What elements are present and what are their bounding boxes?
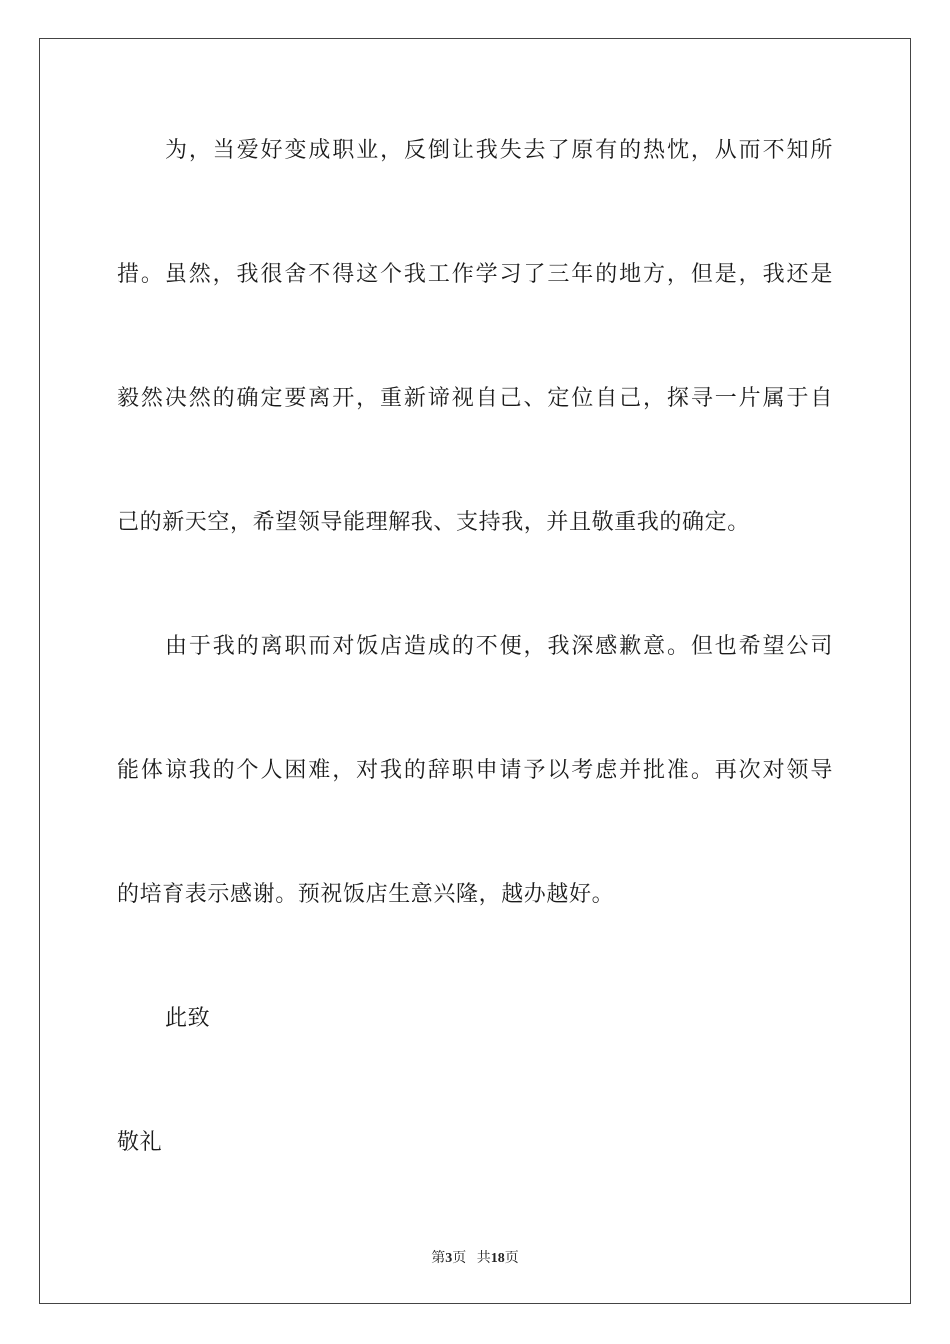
- footer-page-current: 3: [445, 1251, 453, 1266]
- footer-page-total: 18: [490, 1251, 505, 1266]
- body-line-5: 由于我的离职而对饭店造成的不便，我深感歉意。但也希望公司: [165, 634, 833, 659]
- body-line-6: 能体谅我的个人困难，对我的辞职申请予以考虑并批准。再次对领导: [117, 758, 833, 783]
- body-line-2: 措。虽然，我很舍不得这个我工作学习了三年的地方，但是，我还是: [117, 262, 833, 287]
- page-border: [39, 38, 911, 1304]
- body-line-7: 的培育表示感谢。预祝饭店生意兴隆，越办越好。: [117, 882, 615, 907]
- closing-regards: 敬礼: [117, 1130, 163, 1155]
- footer-page-prefix: 第: [431, 1251, 446, 1266]
- body-line-1: 为，当爱好变成职业，反倒让我失去了原有的热忱，从而不知所: [165, 138, 833, 163]
- body-line-3: 毅然决然的确定要离开，重新谛视自己、定位自己，探寻一片属于自: [117, 386, 833, 411]
- body-line-4: 己的新天空，希望领导能理解我、支持我，并且敬重我的确定。: [117, 510, 750, 535]
- page-number-footer: [0, 1247, 950, 1267]
- footer-page-suffix: 页: [504, 1251, 519, 1266]
- footer-page-mid: 页 共: [452, 1251, 491, 1266]
- closing-salutation: 此致: [165, 1006, 211, 1031]
